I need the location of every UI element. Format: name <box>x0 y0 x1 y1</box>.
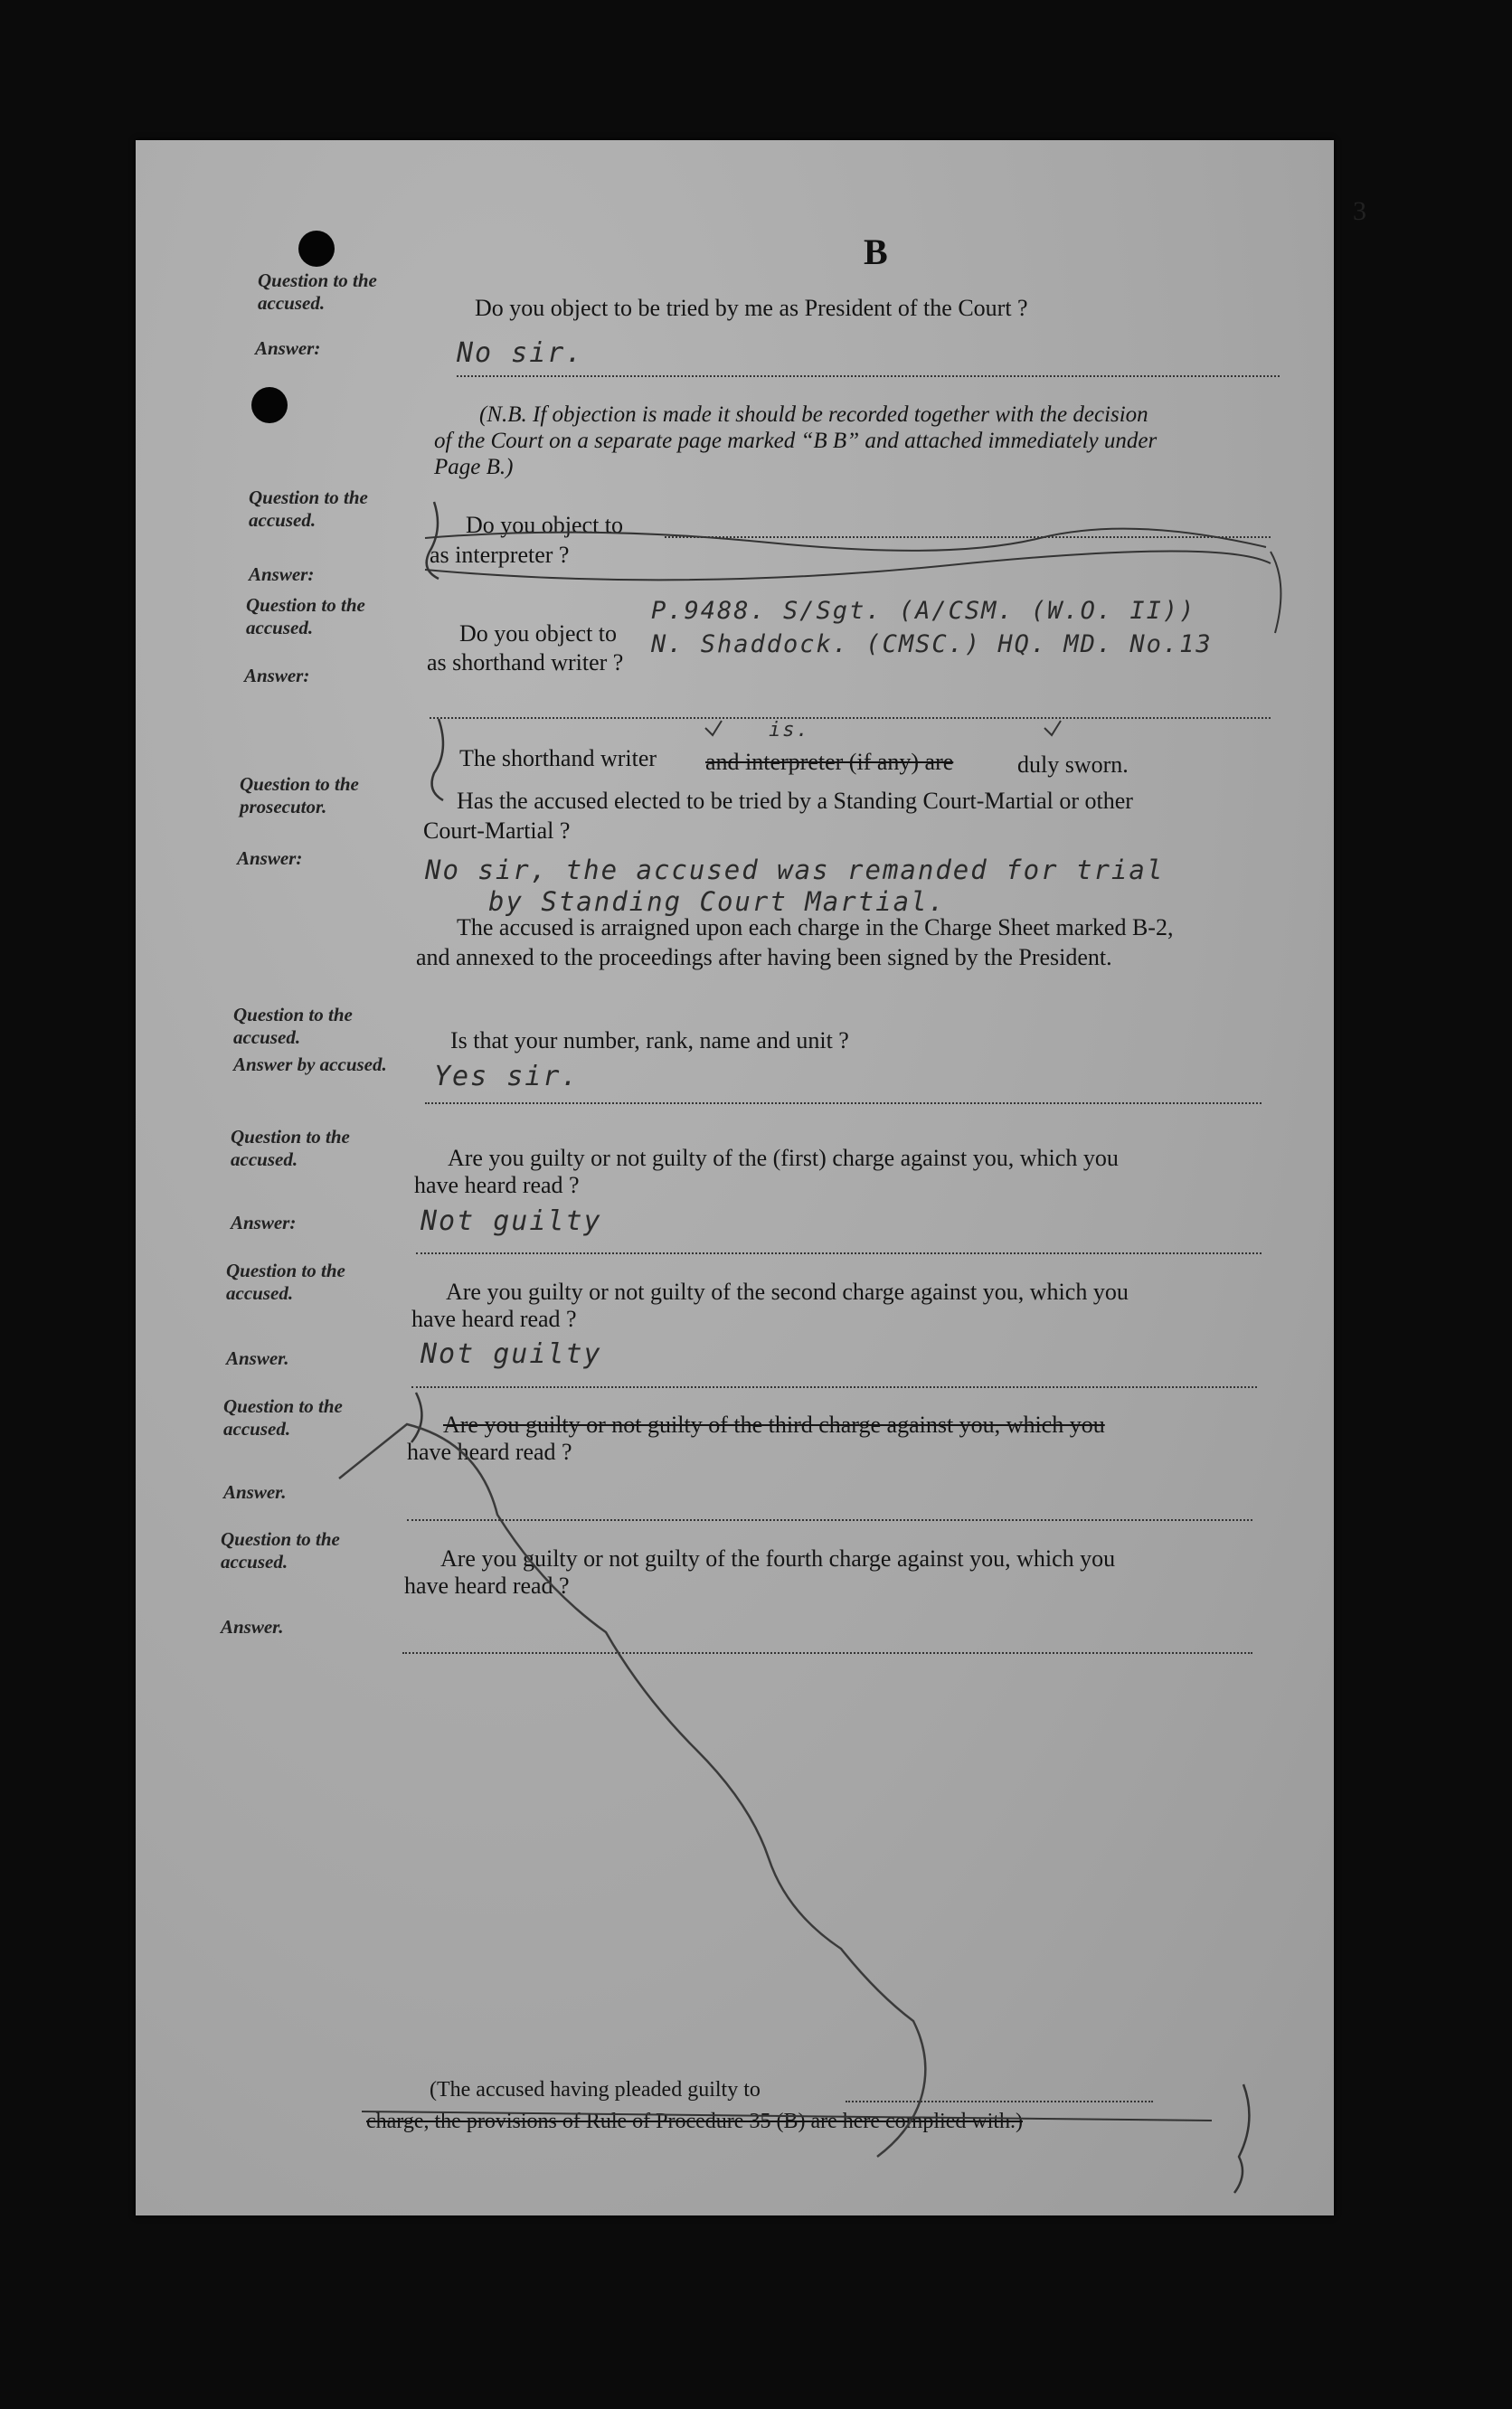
struck-text: and interpreter (if any) are <box>705 749 954 775</box>
answer-label: Answer: <box>249 563 315 585</box>
answer-label: Answer: <box>231 1212 297 1233</box>
question-label: Question to the prosecutor. <box>240 773 359 817</box>
court-martial-form-page <box>136 140 1366 2215</box>
answer-label: Answer. <box>226 1347 289 1369</box>
handwritten-answer: Yes sir. <box>434 1061 580 1092</box>
handwritten-answer: P.9488. S/Sgt. (A/CSM. (W.O. II)) <box>651 597 1196 625</box>
question-text: The shorthand writer <box>459 745 657 771</box>
question-text: Is that your number, rank, name and unit ? <box>450 1027 849 1053</box>
statement-text: and annexed to the proceedings after having been signed by the President. <box>416 944 1112 970</box>
question-text: Has the accused elected to be tried by a Standing Court-Martial or other <box>457 788 1133 814</box>
handwritten-answer: N. Shaddock. (CMSC.) HQ. MD. No.13 <box>651 630 1213 658</box>
question-text: Are you guilty or not guilty of the second charge against you, which you <box>446 1279 1129 1305</box>
question-text: Are you guilty or not guilty of the fourth charge against you, which you <box>440 1545 1116 1572</box>
question-text: have heard read ? <box>414 1172 580 1198</box>
note-text: Page B.) <box>434 455 514 479</box>
question-text: as shorthand writer ? <box>427 649 624 675</box>
statement-text: (The accused having pleaded guilty to <box>430 2078 761 2102</box>
answer-label: Answer: <box>255 337 321 359</box>
question-text: have heard read ? <box>411 1306 577 1332</box>
answer-label: Answer: <box>237 847 303 869</box>
answer-label: Answer: <box>244 665 310 686</box>
question-label: Question to the accused. <box>231 1126 350 1170</box>
question-text: have heard read ? <box>404 1573 570 1599</box>
question-text: have heard read ? <box>407 1439 572 1465</box>
question-text: duly sworn. <box>1017 751 1129 778</box>
question-label: Question to the accused. <box>249 487 368 531</box>
question-text: Do you object to be tried by me as President of the Court ? <box>475 295 1028 321</box>
question-text: Do you object to <box>466 512 624 538</box>
note-text: (N.B. If objection is made it should be recorded together with the decision <box>479 402 1148 427</box>
question-text: Do you object to <box>459 620 618 647</box>
question-label: Question to the accused. <box>233 1004 353 1048</box>
handwritten-insert: is. <box>769 719 810 742</box>
note-text: of the Court on a separate page marked “B B” and attached immediately under <box>434 429 1158 453</box>
question-label: Question to the accused. <box>223 1395 343 1440</box>
page-letter: B <box>864 231 888 272</box>
answer-label: Answer. <box>221 1616 284 1638</box>
question-text: Are you guilty or not guilty of the (first) charge against you, which you <box>448 1145 1119 1171</box>
question-label: Question to the accused. <box>226 1260 345 1304</box>
page-number: 3 <box>1353 196 1366 226</box>
handwritten-answer: by Standing Court Martial. <box>488 886 946 917</box>
handwritten-answer: No sir. <box>457 337 584 369</box>
question-label: Question to the accused. <box>221 1528 340 1573</box>
answer-label: Answer by accused. <box>233 1053 387 1075</box>
question-text: as interpreter ? <box>430 542 570 568</box>
handwritten-answer: No sir, the accused was remanded for trial <box>425 855 1165 885</box>
struck-text: Are you guilty or not guilty of the third charge against you, which you <box>443 1412 1105 1438</box>
question-text: Court-Martial ? <box>423 817 571 844</box>
statement-text: The accused is arraigned upon each charge in the Charge Sheet marked B-2, <box>457 914 1174 940</box>
answer-label: Answer. <box>223 1481 287 1503</box>
handwritten-answer: Not guilty <box>421 1205 602 1237</box>
handwritten-strokes <box>136 140 1334 2215</box>
question-label: Question to the accused. <box>246 594 365 638</box>
handwritten-answer: Not guilty <box>421 1338 602 1370</box>
question-label: Question to the accused. <box>258 269 377 314</box>
struck-text: charge, the provisions of Rule of Procedure 35 (B) are here complied with.) <box>366 2110 1023 2133</box>
